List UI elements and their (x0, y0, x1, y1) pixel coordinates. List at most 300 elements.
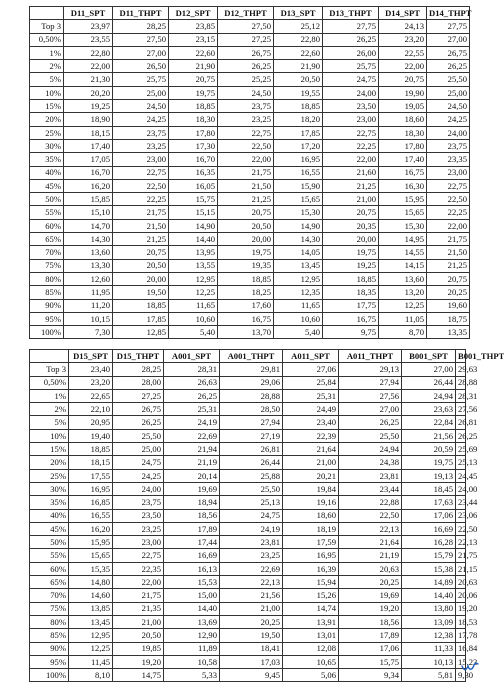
score-cell: 13,80 (402, 602, 456, 615)
table-row (30, 206, 470, 219)
score-cell: 11,20 (64, 299, 113, 312)
score-cell: 19,60 (427, 299, 470, 312)
score-cell: 12,25 (379, 299, 427, 312)
score-cell: 22,00 (427, 219, 470, 232)
score-cell: 16,69 (402, 522, 456, 535)
percentile-label-cell: 90% (30, 642, 69, 655)
score-cell: 19,69 (339, 589, 402, 602)
score-cell: 15,00 (164, 589, 220, 602)
score-cell: 14,89 (402, 576, 456, 589)
percentile-label-cell: 15% (30, 100, 64, 113)
score-cell: 24,00 (323, 86, 379, 99)
score-cell: 9,34 (339, 669, 402, 682)
score-cell: 22,13 (456, 536, 466, 549)
score-cell: 14,40 (402, 589, 456, 602)
table-row (30, 113, 470, 126)
score-cell: 24,25 (427, 113, 470, 126)
column-header-cell: D12_THPT (218, 7, 274, 20)
score-cell: 27,75 (427, 20, 470, 33)
percentile-label-cell: 5% (30, 416, 69, 429)
score-cell: 18,94 (164, 496, 220, 509)
table-row (30, 482, 466, 495)
score-cell: 15,95 (69, 536, 113, 549)
score-cell: 15,94 (283, 576, 339, 589)
score-cell: 16,95 (283, 549, 339, 562)
score-cell: 18,85 (113, 299, 169, 312)
score-cell: 15,30 (379, 219, 427, 232)
score-cell: 21,15 (456, 562, 466, 575)
score-cell: 21,75 (427, 233, 470, 246)
score-cell: 22,75 (427, 179, 470, 192)
score-cell: 13,60 (379, 272, 427, 285)
score-cell: 25,69 (456, 443, 466, 456)
score-cell: 5,81 (402, 669, 456, 682)
score-cell: 20,25 (220, 615, 283, 628)
table-row (30, 403, 466, 416)
score-cell: 15,10 (64, 206, 113, 219)
score-cell: 23,75 (113, 126, 169, 139)
score-cell: 12,25 (169, 286, 218, 299)
score-cell: 23,81 (339, 469, 402, 482)
score-cell: 24,75 (220, 509, 283, 522)
score-cell: 22,00 (218, 153, 274, 166)
score-cell: 15,75 (169, 193, 218, 206)
score-cell: 26,75 (218, 46, 274, 59)
score-cell: 21,00 (220, 602, 283, 615)
mark-stroke (462, 663, 478, 669)
score-cell: 21,75 (113, 206, 169, 219)
score-cell: 5,40 (169, 326, 218, 339)
score-cell: 18,30 (379, 126, 427, 139)
score-cell: 18,35 (323, 286, 379, 299)
score-cell: 24,00 (427, 126, 470, 139)
score-cell: 20,59 (402, 443, 456, 456)
column-header-cell: A011_SPT (283, 350, 339, 363)
score-cell: 15,53 (164, 576, 220, 589)
score-cell: 28,31 (456, 389, 466, 402)
score-cell: 26,25 (218, 60, 274, 73)
score-cell: 17,78 (456, 629, 466, 642)
score-cell: 23,50 (323, 100, 379, 113)
score-cell: 22,55 (379, 46, 427, 59)
score-cell: 12,25 (69, 642, 113, 655)
table-row (30, 655, 466, 668)
score-cell: 22,88 (339, 496, 402, 509)
score-cell: 23,25 (218, 113, 274, 126)
score-cell: 17,20 (274, 139, 323, 152)
score-cell: 24,19 (164, 416, 220, 429)
score-cell: 20,50 (113, 629, 164, 642)
score-cell: 21,75 (218, 166, 274, 179)
column-header-cell: D14_SPT (379, 7, 427, 20)
score-cell: 18,25 (218, 286, 274, 299)
column-header-cell: D15_THPT (113, 350, 164, 363)
percentile-label-cell: 25% (30, 469, 69, 482)
score-cell: 27,06 (283, 363, 339, 376)
score-cell: 19,50 (113, 286, 169, 299)
score-cell: 18,56 (164, 509, 220, 522)
score-cell: 24,19 (220, 522, 283, 535)
score-cell: 22,13 (220, 576, 283, 589)
table-row (30, 536, 466, 549)
score-cell: 25,00 (113, 443, 164, 456)
score-cell: 27,50 (113, 33, 169, 46)
score-cell: 20,00 (113, 272, 169, 285)
score-cell: 11,45 (69, 655, 113, 668)
score-cell: 19,75 (218, 246, 274, 259)
score-cell: 18,85 (169, 100, 218, 113)
score-cell: 18,30 (169, 113, 218, 126)
score-cell: 27,94 (220, 416, 283, 429)
percentile-label-cell: 65% (30, 233, 64, 246)
score-cell: 27,56 (456, 403, 466, 416)
score-cell: 17,80 (379, 139, 427, 152)
score-cell: 13,20 (379, 286, 427, 299)
percentile-label-cell: 35% (30, 496, 69, 509)
score-cell: 23,25 (113, 139, 169, 152)
score-cell: 14,60 (69, 589, 113, 602)
percentile-label-cell: 0,50% (30, 376, 69, 389)
score-cell: 22,60 (274, 46, 323, 59)
score-cell: 22,50 (456, 522, 466, 535)
score-cell: 27,00 (339, 403, 402, 416)
score-cell: 26,50 (113, 60, 169, 73)
score-cell: 25,84 (283, 376, 339, 389)
score-cell: 20,14 (164, 469, 220, 482)
score-cell: 23,55 (64, 33, 113, 46)
percentile-label-cell: 100% (30, 669, 69, 682)
score-cell: 19,20 (339, 602, 402, 615)
score-cell: 13,95 (169, 246, 218, 259)
score-cell: 27,50 (218, 20, 274, 33)
score-cell: 24,75 (113, 456, 164, 469)
score-cell: 16,05 (169, 179, 218, 192)
score-cell: 13,35 (427, 326, 470, 339)
score-cell: 19,50 (220, 629, 283, 642)
score-cell: 22,75 (113, 549, 164, 562)
score-cell: 23,44 (456, 496, 466, 509)
table-row (30, 443, 466, 456)
percentile-label-cell: Top 3 (30, 20, 64, 33)
table-row (30, 299, 470, 312)
score-cell: 16,75 (218, 312, 274, 325)
score-cell: 21,94 (164, 443, 220, 456)
table-row (30, 669, 466, 682)
score-cell: 20,75 (113, 246, 169, 259)
score-cell: 12,35 (274, 286, 323, 299)
score-cell: 19,75 (169, 86, 218, 99)
score-cell: 15,65 (274, 193, 323, 206)
score-cell: 11,95 (64, 286, 113, 299)
score-cell: 20,25 (339, 576, 402, 589)
score-cell: 27,00 (402, 363, 456, 376)
score-cell: 20,63 (339, 562, 402, 575)
score-cell: 20,21 (283, 469, 339, 482)
table-row (30, 73, 470, 86)
table-row (30, 363, 466, 376)
table-row (30, 549, 466, 562)
score-cell: 5,33 (164, 669, 220, 682)
score-cell: 28,88 (456, 376, 466, 389)
percentile-label-cell: 60% (30, 562, 69, 575)
table-row (30, 522, 466, 535)
score-cell: 8,10 (69, 669, 113, 682)
score-cell: 26,81 (456, 416, 466, 429)
score-cell: 19,75 (402, 456, 456, 469)
score-cell: 24,49 (283, 403, 339, 416)
score-cell: 21,00 (113, 615, 164, 628)
percentile-label-cell: 1% (30, 46, 64, 59)
score-cell: 10,15 (64, 312, 113, 325)
percentile-label-cell: 85% (30, 286, 64, 299)
score-cell: 22,25 (427, 206, 470, 219)
score-cell: 28,25 (113, 20, 169, 33)
score-cell: 25,25 (218, 73, 274, 86)
score-cell: 20,63 (456, 576, 466, 589)
score-cell: 27,94 (339, 376, 402, 389)
score-cell: 26,25 (323, 33, 379, 46)
score-cell: 15,75 (339, 655, 402, 668)
score-cell: 14,80 (69, 576, 113, 589)
column-header-cell: D11_SPT (64, 7, 113, 20)
score-cell: 24,75 (323, 73, 379, 86)
score-cell: 23,00 (427, 166, 470, 179)
score-cell: 16,70 (169, 153, 218, 166)
percentile-label-cell: 2% (30, 60, 64, 73)
table-row (30, 602, 466, 615)
score-cell: 12,38 (402, 629, 456, 642)
score-cell: 18,45 (402, 482, 456, 495)
score-cell: 22,75 (218, 126, 274, 139)
column-header-cell: B001_THPT (456, 350, 466, 363)
score-cell: 17,06 (339, 642, 402, 655)
score-cell: 16,70 (64, 166, 113, 179)
table-header-row (30, 7, 470, 20)
score-cell: 22,50 (113, 179, 169, 192)
percentile-label-cell: 40% (30, 166, 64, 179)
score-cell: 16,75 (323, 312, 379, 325)
score-cell: 19,55 (274, 86, 323, 99)
score-cell: 22,00 (113, 576, 164, 589)
handwritten-mark-icon (461, 661, 479, 673)
table-row (30, 46, 470, 59)
score-cell: 23,06 (456, 509, 466, 522)
score-cell: 19,13 (402, 469, 456, 482)
score-cell: 27,19 (220, 429, 283, 442)
score-cell: 15,85 (64, 193, 113, 206)
table-row (30, 20, 470, 33)
percentile-label-cell: 30% (30, 139, 64, 152)
score-cell: 16,13 (164, 562, 220, 575)
score-cell: 11,33 (402, 642, 456, 655)
score-cell: 26,00 (323, 46, 379, 59)
score-cell: 16,85 (69, 496, 113, 509)
score-cell: 13,60 (64, 246, 113, 259)
percentile-label-cell: 0,50% (30, 33, 64, 46)
score-cell: 21,64 (339, 536, 402, 549)
score-cell: 12,95 (274, 272, 323, 285)
percentile-label-cell: 60% (30, 219, 64, 232)
score-cell: 23,75 (427, 139, 470, 152)
score-cell: 10,60 (169, 312, 218, 325)
table-row (30, 233, 470, 246)
score-cell: 25,31 (164, 403, 220, 416)
percentile-label-cell: 10% (30, 86, 64, 99)
score-cell: 18,90 (64, 113, 113, 126)
score-cell: 22,13 (339, 522, 402, 535)
score-cell: 19,69 (164, 482, 220, 495)
score-cell: 27,00 (113, 46, 169, 59)
score-cell: 26,44 (402, 376, 456, 389)
score-cell: 17,06 (402, 509, 456, 522)
score-cell: 23,44 (339, 482, 402, 495)
score-cell: 20,00 (323, 233, 379, 246)
score-cell: 18,85 (69, 443, 113, 456)
score-cell: 13,45 (69, 615, 113, 628)
score-cell: 22,25 (323, 139, 379, 152)
score-cell: 23,00 (113, 153, 169, 166)
score-cell: 26,25 (427, 60, 470, 73)
score-cell: 18,15 (64, 126, 113, 139)
score-cell: 19,25 (64, 100, 113, 113)
score-cell: 18,56 (339, 615, 402, 628)
column-header-cell: D13_SPT (274, 7, 323, 20)
score-cell: 28,25 (113, 363, 164, 376)
score-cell: 14,05 (274, 246, 323, 259)
score-cell: 15,26 (283, 589, 339, 602)
score-cell: 18,53 (456, 615, 466, 628)
score-cell: 21,25 (113, 233, 169, 246)
score-cell: 18,60 (379, 113, 427, 126)
table-row (30, 509, 466, 522)
score-cell: 21,90 (274, 60, 323, 73)
score-cell: 20,06 (456, 589, 466, 602)
table-row (30, 469, 466, 482)
score-cell: 19,16 (283, 496, 339, 509)
score-cell: 16,35 (169, 166, 218, 179)
score-cell: 12,08 (283, 642, 339, 655)
column-header-cell: A001_SPT (164, 350, 220, 363)
table-row (30, 193, 470, 206)
table-row (30, 376, 466, 389)
score-cell: 23,00 (323, 113, 379, 126)
table-row (30, 272, 470, 285)
percentile-label-cell: 70% (30, 589, 69, 602)
percentile-label-cell: 1% (30, 389, 69, 402)
score-cell: 25,13 (220, 496, 283, 509)
score-cell: 11,65 (274, 299, 323, 312)
score-cell: 29,06 (220, 376, 283, 389)
score-cell: 19,35 (218, 259, 274, 272)
table-row (30, 139, 470, 152)
score-cell: 29,63 (456, 363, 466, 376)
score-cell: 15,79 (402, 549, 456, 562)
score-cell: 23,25 (220, 549, 283, 562)
score-cell: 28,50 (220, 403, 283, 416)
percentile-label-cell: 20% (30, 456, 69, 469)
score-cell: 23,40 (283, 416, 339, 429)
score-cell: 26,25 (164, 389, 220, 402)
column-header-cell: B001_SPT (402, 350, 456, 363)
score-cell: 9,45 (220, 669, 283, 682)
score-cell: 21,75 (456, 549, 466, 562)
table-row (30, 642, 466, 655)
score-cell: 13,30 (64, 259, 113, 272)
score-cell: 12,90 (164, 629, 220, 642)
score-cell: 17,40 (379, 153, 427, 166)
score-cell: 23,20 (379, 33, 427, 46)
score-cell: 28,88 (220, 389, 283, 402)
score-cell: 18,75 (427, 312, 470, 325)
score-cell: 12,95 (169, 272, 218, 285)
score-cell: 22,25 (113, 193, 169, 206)
score-cell: 22,50 (339, 509, 402, 522)
score-cell: 25,31 (283, 389, 339, 402)
score-cell: 27,25 (218, 33, 274, 46)
score-cell: 26,75 (427, 46, 470, 59)
score-cell: 25,75 (323, 60, 379, 73)
table-header-row (30, 350, 466, 363)
table-row (30, 166, 470, 179)
score-cell: 26,75 (113, 403, 164, 416)
score-cell: 13,01 (283, 629, 339, 642)
score-cell: 25,00 (113, 86, 169, 99)
table-row (30, 589, 466, 602)
percentile-label-cell: 50% (30, 193, 64, 206)
score-cell: 24,94 (402, 389, 456, 402)
score-cell: 23,40 (69, 363, 113, 376)
score-cell: 23,35 (427, 153, 470, 166)
score-cell: 20,50 (274, 73, 323, 86)
score-cell: 18,41 (220, 642, 283, 655)
score-cell: 10,13 (402, 655, 456, 668)
percentile-label-cell: 65% (30, 576, 69, 589)
percentile-label-cell: 85% (30, 629, 69, 642)
score-cell: 16,84 (456, 642, 466, 655)
table-row (30, 100, 470, 113)
score-cell: 28,00 (113, 376, 164, 389)
score-cell: 22,84 (402, 416, 456, 429)
score-cell: 17,85 (274, 126, 323, 139)
score-cell: 24,45 (456, 469, 466, 482)
score-cell: 9,75 (323, 326, 379, 339)
score-cell: 22,50 (218, 139, 274, 152)
score-cell: 26,25 (113, 416, 164, 429)
score-cell: 16,95 (274, 153, 323, 166)
score-cell: 16,30 (379, 179, 427, 192)
score-cell: 5,40 (274, 326, 323, 339)
score-cell: 20,75 (169, 73, 218, 86)
score-cell: 23,25 (113, 522, 164, 535)
score-cell: 21,00 (323, 193, 379, 206)
score-cell: 22,50 (427, 193, 470, 206)
score-cell: 21,56 (402, 429, 456, 442)
score-cell: 23,97 (64, 20, 113, 33)
score-cell: 20,25 (427, 286, 470, 299)
score-cell: 15,23 (456, 655, 466, 668)
score-cell: 22,35 (113, 562, 164, 575)
score-cell: 9,30 (456, 669, 466, 682)
score-cell: 22,00 (379, 60, 427, 73)
column-header-cell: D11_THPT (113, 7, 169, 20)
score-cell: 21,90 (169, 60, 218, 73)
score-cell: 15,38 (402, 562, 456, 575)
score-cell: 24,50 (427, 100, 470, 113)
score-cell: 17,44 (164, 536, 220, 549)
score-cell: 25,00 (427, 86, 470, 99)
score-cell: 17,60 (218, 299, 274, 312)
score-cell: 20,75 (427, 272, 470, 285)
